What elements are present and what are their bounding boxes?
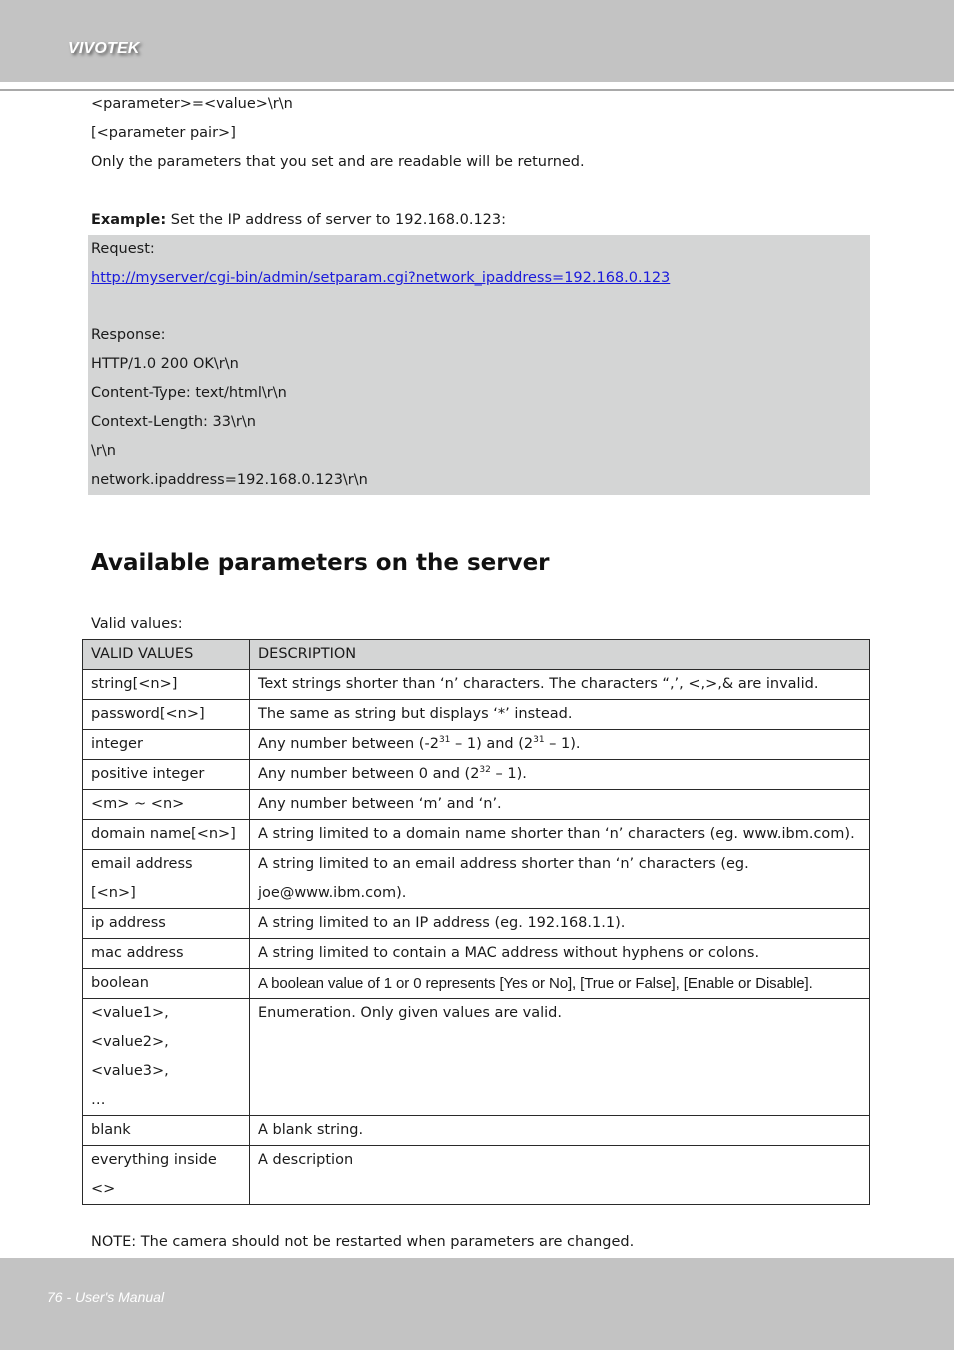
section-title: Available parameters on the server	[91, 550, 550, 576]
cell-description: The same as string but displays ‘*’ instead.	[250, 700, 870, 730]
cell-description: Any number between ‘m’ and ‘n’.	[250, 790, 870, 820]
value-line: <>	[91, 1181, 116, 1197]
cell-value: string[<n>]	[83, 670, 250, 700]
cell-description: Text strings shorter than ‘n’ characters. The characters “,’, <,>,& are invalid.	[250, 670, 870, 700]
intro-line-2: [<parameter pair>]	[91, 125, 236, 141]
exponent: 31	[438, 735, 451, 746]
table-row	[83, 700, 870, 730]
note-text: NOTE: The camera should not be restarted when parameters are changed.	[91, 1234, 635, 1250]
header-description: DESCRIPTION	[250, 640, 870, 670]
cell-value: <m> ~ <n>	[83, 790, 250, 820]
cell-description	[250, 730, 870, 760]
cell-description: A description	[250, 1146, 870, 1205]
desc-line: joe@www.ibm.com).	[258, 885, 407, 901]
cell-value: mac address	[83, 939, 250, 969]
cell-description: A string limited to contain a MAC address without hyphens or colons.	[250, 939, 870, 969]
valid-values-label: Valid values:	[91, 616, 183, 632]
example-heading	[91, 212, 506, 228]
page-footer	[0, 1258, 954, 1350]
cell-value: blank	[83, 1116, 250, 1146]
desc-part: – 1).	[490, 766, 527, 782]
intro-line-3: Only the parameters that you set and are readable will be returned.	[91, 154, 585, 170]
cell-description	[250, 850, 870, 909]
cell-value: positive integer	[83, 760, 250, 790]
example-text: Set the IP address of server to 192.168.0.123:	[166, 212, 507, 228]
cell-value	[83, 1146, 250, 1205]
value-line: <value1>,	[91, 1005, 169, 1021]
page-number: 76 - User's Manual	[47, 1289, 165, 1305]
desc-line: A string limited to an email address shorter than ‘n’ characters (eg.	[258, 856, 749, 872]
header-valid-values: VALID VALUES	[83, 640, 250, 670]
value-line: …	[91, 1092, 106, 1108]
table-row	[83, 999, 870, 1116]
exponent: 31	[533, 735, 545, 746]
response-line: \r\n	[91, 443, 116, 459]
cell-description: A blank string.	[250, 1116, 870, 1146]
request-label: Request:	[91, 241, 155, 257]
table-header-row	[83, 640, 870, 670]
intro-line-1: <parameter>=<value>\r\n	[91, 96, 293, 112]
desc-part: Any number between (-2	[258, 736, 439, 752]
table-row	[83, 760, 870, 790]
table-row	[83, 909, 870, 939]
value-line: <value2>,	[91, 1034, 169, 1050]
response-line: network.ipaddress=192.168.0.123\r\n	[91, 472, 368, 488]
value-line: <value3>,	[91, 1063, 169, 1079]
response-label: Response:	[91, 327, 166, 343]
response-line: Content-Type: text/html\r\n	[91, 385, 287, 401]
desc-part: Any number between 0 and (2	[258, 766, 480, 782]
table-row	[83, 939, 870, 969]
cell-value	[83, 999, 250, 1116]
cell-value: boolean	[83, 969, 250, 999]
cell-description	[250, 760, 870, 790]
desc-part: – 1).	[544, 736, 581, 752]
value-line: everything inside	[91, 1152, 217, 1168]
table-row	[83, 850, 870, 909]
cell-value: ip address	[83, 909, 250, 939]
table-row	[83, 1146, 870, 1205]
brand-logo: VIVOTEK	[68, 40, 140, 57]
response-line: HTTP/1.0 200 OK\r\n	[91, 356, 239, 372]
table-row	[83, 1116, 870, 1146]
cell-description: Enumeration. Only given values are valid.	[250, 999, 870, 1116]
table-row	[83, 670, 870, 700]
exponent: 32	[479, 765, 491, 776]
response-line: Context-Length: 33\r\n	[91, 414, 256, 430]
desc-part: – 1) and (2	[450, 736, 534, 752]
cell-value: password[<n>]	[83, 700, 250, 730]
table-row	[83, 969, 870, 999]
table-row	[83, 820, 870, 850]
page-header	[0, 0, 954, 82]
cell-description: A string limited to a domain name shorter than ‘n’ characters (eg. www.ibm.com).	[250, 820, 870, 850]
cell-description: A string limited to an IP address (eg. 192.168.1.1).	[250, 909, 870, 939]
cell-value: integer	[83, 730, 250, 760]
cell-description: A boolean value of 1 or 0 represents [Yes or No], [True or False], [Enable or Disable].	[250, 969, 870, 999]
valid-values-table	[82, 639, 870, 1205]
cell-value: email address [<n>]	[83, 850, 250, 909]
cell-value: domain name[<n>]	[83, 820, 250, 850]
request-url-link[interactable]: http://myserver/cgi-bin/admin/setparam.cgi?network_ipaddress=192.168.0.123	[91, 270, 671, 286]
table-row	[83, 730, 870, 760]
table-row	[83, 790, 870, 820]
example-label: Example:	[91, 212, 167, 228]
header-divider	[0, 89, 954, 91]
